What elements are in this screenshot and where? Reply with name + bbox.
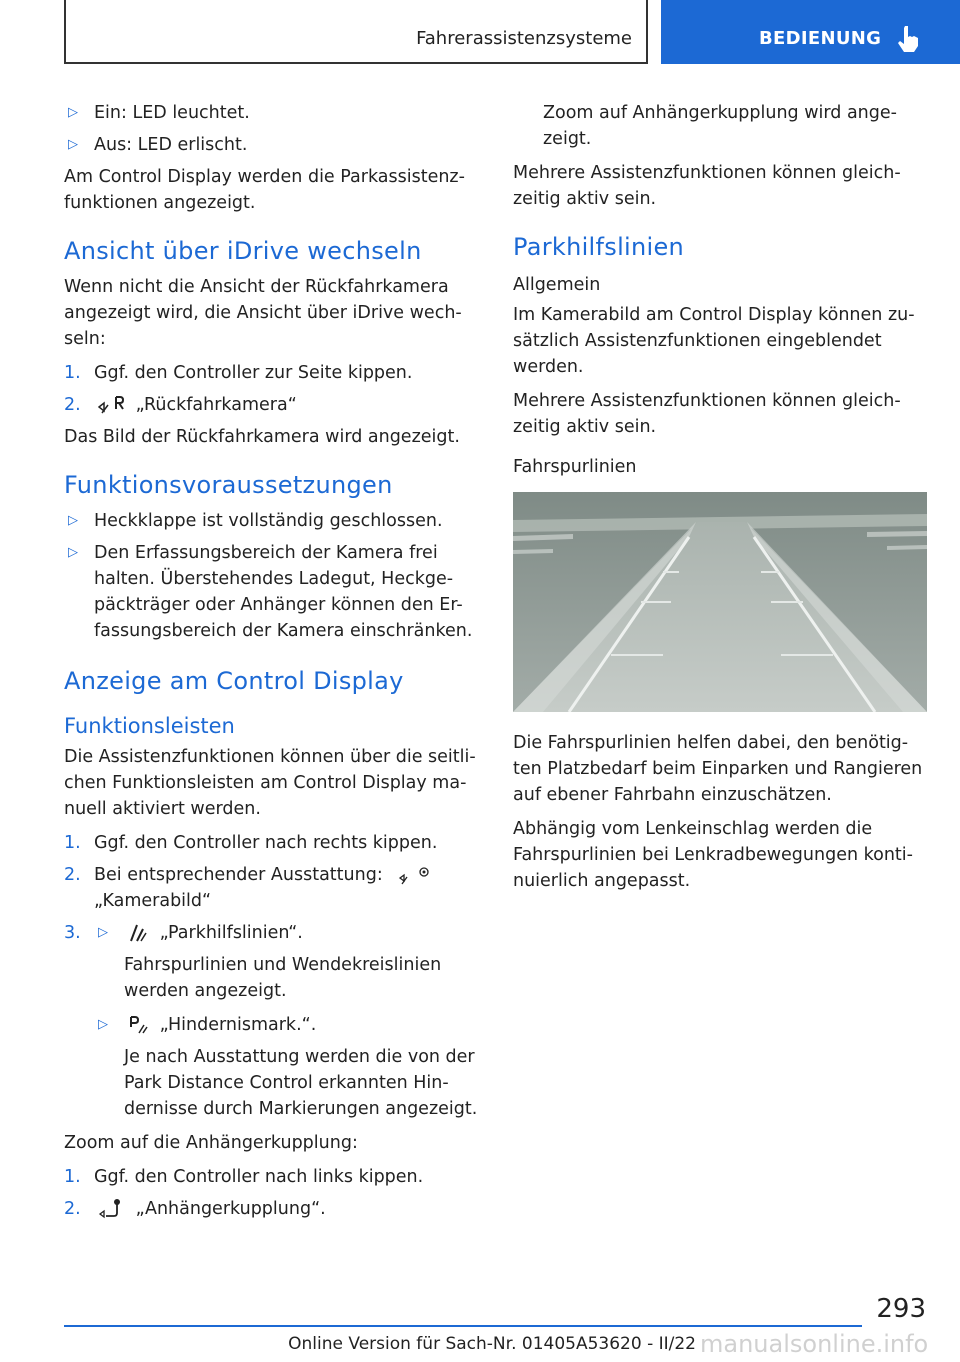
step-number: 2. — [64, 1199, 81, 1219]
camera-settings-icon — [398, 864, 432, 886]
list-item — [64, 540, 478, 644]
step-label: „Kamerabild“ — [94, 891, 212, 911]
step-text: Bei entsprechender Ausstattung: — [94, 865, 383, 885]
list-item — [64, 360, 478, 386]
triangle-bullet-icon: ▷ — [68, 105, 78, 120]
list-item — [64, 1164, 478, 1190]
step-number: 1. — [64, 1167, 81, 1187]
intro-text: Am Control Display werden die Parkassistenz-funktionen angezeigt. — [64, 167, 465, 213]
lane-lines-text-2: Abhängig vom Lenkeinschlag werden die Fahrspurlinien bei Lenkradbewegungen konti-nuierlich angepasst. — [513, 819, 913, 891]
step-text: „Rückfahrkamera“ — [135, 395, 297, 415]
list-item — [64, 830, 478, 856]
sub-list-item — [94, 920, 478, 946]
triangle-bullet-icon: ▷ — [98, 925, 108, 940]
sub-list-item — [94, 1012, 478, 1038]
list-item — [64, 920, 478, 1122]
step-text: „Anhängerkupplung“. — [135, 1199, 326, 1219]
lane-lines-illustration — [513, 492, 927, 712]
bullet-text: Aus: LED erlischt. — [94, 135, 248, 155]
left-column — [64, 100, 478, 1228]
page-number: 293 — [876, 1294, 926, 1324]
step-number: 1. — [64, 833, 81, 853]
list-item — [64, 862, 478, 914]
bullet-text: Den Erfassungsbereich der Kamera frei halten. Überstehendes Ladegut, Heckge-päckträger oder Anhänger können den Er-fassungsbereich der Kamera einschränken. — [94, 543, 473, 641]
list-item — [64, 100, 478, 126]
general-multi-text: Mehrere Assistenzfunktionen können gleich-zeitig aktiv sein. — [513, 391, 901, 437]
header-chapter-box — [661, 0, 960, 64]
guides-heading: Parkhilfslinien — [513, 233, 685, 261]
triangle-bullet-icon: ▷ — [98, 1017, 108, 1032]
multi-text: Mehrere Assistenzfunktionen können gleich-zeitig aktiv sein. — [513, 163, 901, 209]
bullet-text: Heckklappe ist vollständig geschlossen. — [94, 511, 443, 531]
step-text: Ggf. den Controller nach rechts kippen. — [94, 833, 438, 853]
step-text: Ggf. den Controller zur Seite kippen. — [94, 363, 413, 383]
parking-guide-lines-icon — [128, 923, 148, 943]
footer-divider — [64, 1325, 862, 1327]
header-chapter-title: BEDIENUNG — [759, 28, 882, 49]
bullet-text: Ein: LED leuchtet. — [94, 103, 250, 123]
zoom-text: Zoom auf die Anhängerkupplung: — [64, 1133, 358, 1153]
footer-version-text: Online Version für Sach-Nr. 01405A53620 - II/22 — [288, 1334, 696, 1354]
list-item — [64, 508, 478, 534]
list-item — [64, 132, 478, 158]
rear-camera-icon — [98, 395, 124, 415]
requirements-heading: Funktionsvoraussetzungen — [64, 471, 393, 499]
sub-label: „Hindernismark.“. — [159, 1015, 317, 1035]
display-heading: Anzeige am Control Display — [64, 667, 404, 695]
triangle-bullet-icon: ▷ — [68, 545, 78, 560]
sub-text: Je nach Ausstattung werden die von der Park Distance Control erkannten Hin-dernisse durch Markierungen angezeigt. — [124, 1047, 478, 1119]
zoom-result: Zoom auf Anhängerkupplung wird ange-zeigt. — [543, 103, 897, 149]
header-section-box — [64, 0, 648, 64]
step-number: 2. — [64, 865, 81, 885]
lane-lines-text-1: Die Fahrspurlinien helfen dabei, den benötig-ten Platzbedarf beim Einparken und Rangieren auf ebener Fahrbahn einzuschätzen. — [513, 733, 923, 805]
right-column — [513, 100, 927, 902]
view-text: Wenn nicht die Ansicht der Rückfahrkamera angezeigt wird, die Ansicht über iDrive wech-seln: — [64, 277, 462, 349]
watermark-text: manualsonline.info — [700, 1330, 929, 1358]
view-result: Das Bild der Rückfahrkamera wird angezeigt. — [64, 427, 460, 447]
obstacle-marking-icon — [128, 1015, 148, 1035]
list-item — [64, 392, 478, 418]
header-section-title: Fahrerassistenzsysteme — [416, 28, 632, 49]
view-heading: Ansicht über iDrive wechseln — [64, 237, 422, 265]
general-text: Im Kamerabild am Control Display können zu-sätzlich Assistenzfunktionen eingeblendet werden. — [513, 305, 915, 377]
function-bars-heading: Funktionsleisten — [64, 714, 235, 738]
lane-lines-heading: Fahrspurlinien — [513, 457, 637, 477]
step-number: 2. — [64, 395, 81, 415]
general-heading: Allgemein — [513, 275, 601, 295]
list-item — [64, 1196, 478, 1222]
sub-text: Fahrspurlinien und Wendekreislinien werden angezeigt. — [124, 955, 442, 1001]
triangle-bullet-icon: ▷ — [68, 513, 78, 528]
triangle-bullet-icon: ▷ — [68, 137, 78, 152]
function-bars-text: Die Assistenzfunktionen können über die seitli-chen Funktionsleisten am Control Display ma-nuell aktiviert werden. — [64, 747, 476, 819]
step-number: 1. — [64, 363, 81, 383]
step-number: 3. — [64, 923, 81, 943]
pointing-hand-icon — [893, 24, 923, 54]
trailer-hitch-icon — [98, 1198, 124, 1220]
sub-label: „Parkhilfslinien“. — [159, 923, 303, 943]
step-text: Ggf. den Controller nach links kippen. — [94, 1167, 424, 1187]
